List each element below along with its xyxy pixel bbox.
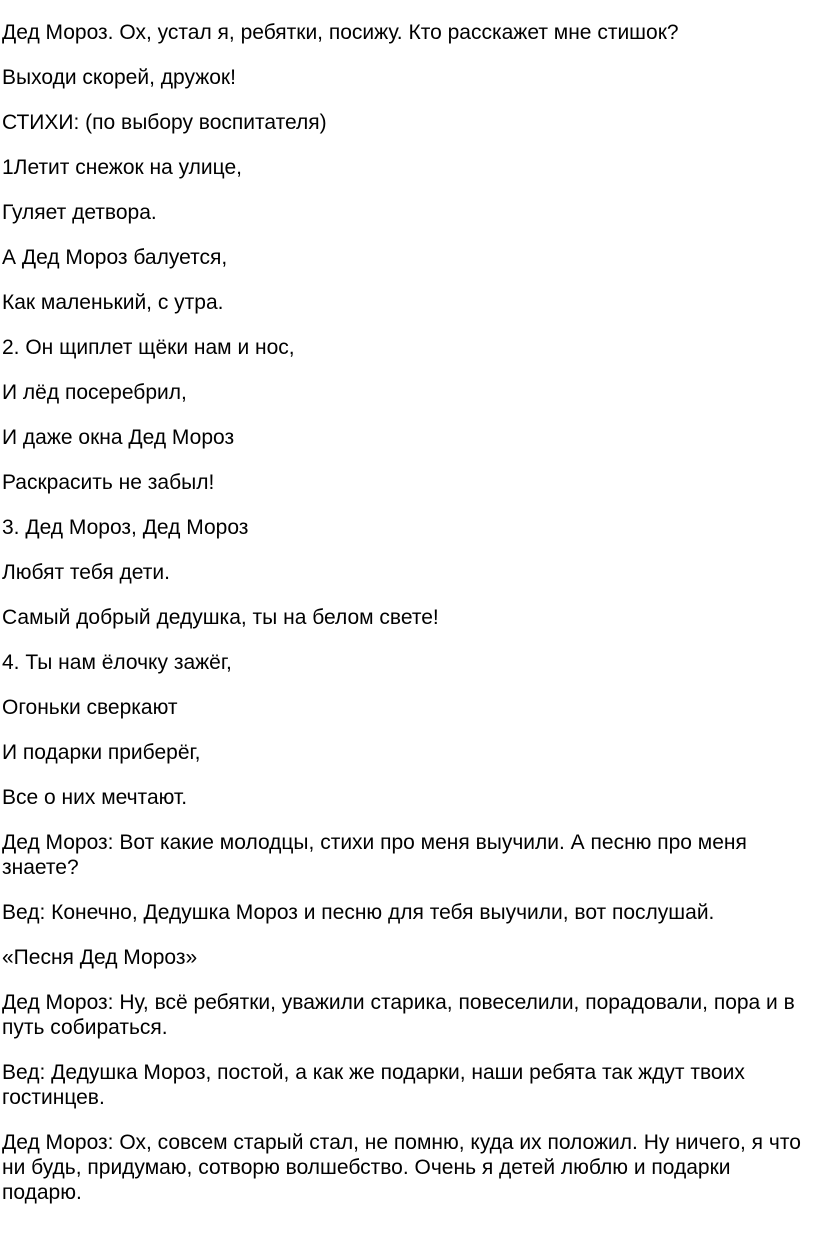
paragraph: Огоньки сверкают [2,696,178,719]
paragraph: Раскрасить не забыл! [2,471,215,494]
paragraph: Дед Мороз: Ну, всё ребятки, уважили старика, повеселили, порадовали, пора и в путь собираться. [2,991,795,1039]
paragraph: Любят тебя дети. [2,561,170,584]
paragraph: Самый добрый дедушка, ты на белом свете! [2,606,439,629]
paragraph: Выходи скорей, дружок! [2,66,236,89]
paragraph: Все о них мечтают. [2,786,188,809]
paragraph: И даже окна Дед Мороз [2,426,235,449]
paragraph: Гуляет детвора. [2,201,157,224]
paragraph: Дед Мороз: Ох, совсем старый стал, не помню, куда их положил. Ну ничего, я что ни будь, придумаю, сотворю волшебство. Очень я детей люблю и подарки подарю. [2,1131,801,1204]
paragraph: 4. Ты нам ёлочку зажёг, [2,651,232,674]
paragraph: А Дед Мороз балуется, [2,246,228,269]
paragraph: 1Летит снежок на улице, [2,156,242,179]
paragraph: И лёд посеребрил, [2,381,187,404]
paragraph: Вед: Конечно, Дедушка Мороз и песню для тебя выучили, вот послушай. [2,901,715,924]
paragraph: Вед: Дедушка Мороз, постой, а как же подарки, наши ребята так ждут твоих гостинцев. [2,1061,745,1109]
paragraph: СТИХИ: (по выбору воспитателя) [2,111,327,134]
paragraph: Дед Мороз. Ох, устал я, ребятки, посижу. Кто расскажет мне стишок? [2,21,679,44]
paragraph: 3. Дед Мороз, Дед Мороз [2,516,249,539]
paragraph: 2. Он щиплет щёки нам и нос, [2,336,295,359]
paragraph: Как маленький, с утра. [2,291,224,314]
paragraph: Дед Мороз: Вот какие молодцы, стихи про меня выучили. А песню про меня знаете? [2,831,747,879]
paragraph: И подарки приберёг, [2,741,201,764]
paragraph: «Песня Дед Мороз» [2,946,198,969]
